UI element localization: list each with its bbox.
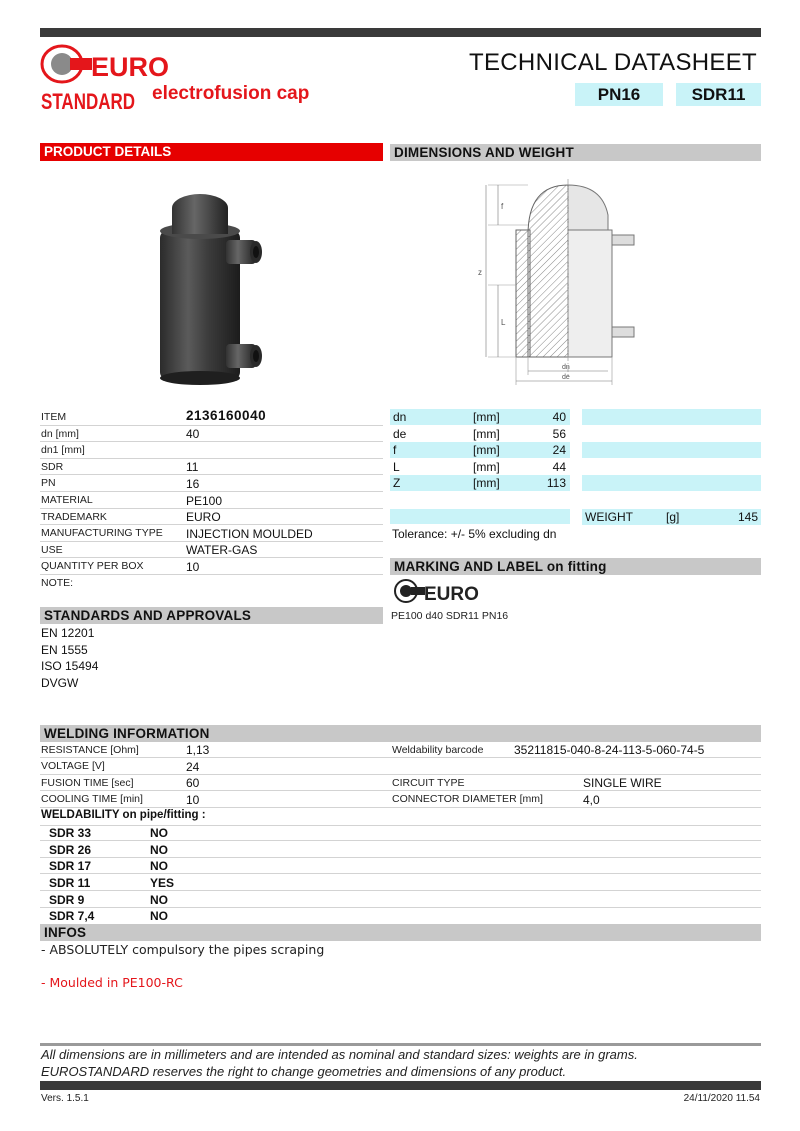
row-key: PN	[41, 477, 56, 490]
sdr-value: YES	[150, 875, 175, 890]
standard-item: EN 1555	[41, 643, 88, 657]
dim-unit: [mm]	[473, 410, 500, 424]
pn-tag: PN16	[575, 83, 663, 106]
row-value: WATER-GAS	[186, 543, 258, 558]
dim-row-f	[390, 442, 570, 459]
sdr-value: NO	[150, 859, 168, 874]
weight-row	[582, 509, 761, 526]
sdr-label: SDR 26	[49, 842, 92, 857]
dim-name: Z	[393, 476, 401, 491]
dim-row-de	[390, 426, 570, 443]
standards-header: STANDARDS AND APPROVALS	[40, 607, 383, 624]
sdr-row	[40, 858, 761, 875]
product-row-material	[40, 492, 383, 509]
item-code: 2136160040	[186, 408, 267, 423]
extra-dim-row	[582, 492, 761, 509]
product-row-pn	[40, 475, 383, 492]
footer-divider	[40, 1043, 761, 1046]
standard-item: ISO 15494	[41, 659, 99, 673]
extra-dim-row	[582, 475, 761, 492]
product-row-sdr	[40, 459, 383, 476]
sdr-row	[40, 891, 761, 908]
welding-row-voltage	[40, 758, 761, 775]
infos-header: INFOS	[40, 924, 761, 941]
row-key: COOLING TIME [min]	[41, 793, 143, 806]
info-line-scraping: - ABSOLUTELY compulsory the pipes scraping	[41, 942, 325, 957]
footer-note-dimensions: All dimensions are in millimeters and are intended as nominal and standard sizes: weights are in grams.	[41, 1047, 638, 1062]
welding-row-fusion	[40, 775, 761, 792]
weldability-title: WELDABILITY on pipe/fitting :	[41, 809, 206, 821]
product-row-dn	[40, 426, 383, 443]
sdr-label: SDR 11	[49, 875, 91, 890]
product-subtitle: electrofusion cap	[152, 83, 310, 104]
row-key: RESISTANCE [Ohm]	[41, 743, 139, 756]
row-key: FUSION TIME [sec]	[41, 776, 134, 789]
sdr-value: NO	[150, 842, 168, 857]
svg-text:EURO: EURO	[91, 52, 170, 82]
welding-row-cooling	[40, 791, 761, 808]
row-key: dn1 [mm]	[41, 444, 85, 457]
sdr-tag: SDR11	[676, 83, 761, 106]
dim-row-dn	[390, 409, 570, 426]
row-value: 24	[186, 759, 200, 774]
weight-value: 145	[737, 509, 758, 524]
product-image	[150, 188, 280, 388]
marking-header: MARKING AND LABEL on fitting	[390, 558, 761, 575]
row-value-2: SINGLE WIRE	[583, 776, 662, 791]
product-row-manufacturing	[40, 525, 383, 542]
footer-note-rights: EUROSTANDARD reserves the right to change geometries and dimensions of any product.	[41, 1064, 567, 1079]
row-value-2: 35211815-040-8-24-113-5-060-74-5	[514, 743, 705, 758]
version-label: Vers. 1.5.1	[41, 1093, 89, 1104]
row-key: VOLTAGE [V]	[41, 760, 105, 773]
product-row-item	[40, 409, 383, 426]
row-key: dn [mm]	[41, 427, 79, 440]
sdr-row	[40, 908, 761, 925]
svg-text:dn: dn	[562, 364, 570, 371]
extra-dim-row	[582, 426, 761, 443]
dimensions-weight-header: DIMENSIONS AND WEIGHT	[390, 144, 761, 161]
row-key-2: Weldability barcode	[392, 743, 484, 756]
sdr-value: NO	[150, 909, 168, 924]
standard-item: DVGW	[41, 676, 79, 690]
svg-text:EURO: EURO	[424, 584, 479, 605]
dim-name: dn	[393, 410, 407, 424]
row-key: ITEM	[41, 411, 67, 423]
date-label: 24/11/2020 11.54	[683, 1093, 760, 1104]
row-value: 10	[186, 792, 200, 807]
row-value-2: 4,0	[583, 792, 600, 807]
technical-drawing	[470, 175, 650, 387]
row-value: EURO	[186, 510, 221, 525]
welding-header: WELDING INFORMATION	[40, 725, 761, 742]
product-row-note	[40, 575, 383, 592]
marking-logo	[394, 578, 479, 605]
weight-label: WEIGHT	[585, 509, 633, 524]
row-key: USE	[41, 543, 63, 556]
sdr-value: NO	[150, 826, 168, 841]
product-row-trademark	[40, 509, 383, 526]
info-line-material: - Moulded in PE100-RC	[41, 975, 183, 990]
dim-row-l	[390, 459, 570, 476]
row-key: NOTE:	[41, 577, 74, 589]
row-key: TRADEMARK	[41, 510, 107, 523]
product-row-dn1	[40, 442, 383, 459]
row-value: 11	[186, 460, 199, 475]
weight-unit: [g]	[666, 509, 680, 524]
row-key: MANUFACTURING TYPE	[41, 527, 163, 540]
sdr-label: SDR 33	[49, 826, 92, 841]
dim-value: 56	[552, 426, 566, 441]
extra-dim-row	[582, 459, 761, 476]
svg-text:L: L	[501, 318, 506, 327]
sdr-label: SDR 7,4	[49, 909, 95, 924]
sdr-row	[40, 874, 761, 891]
row-key: MATERIAL	[41, 494, 93, 506]
row-value: 10	[186, 559, 200, 574]
extra-dim-row	[582, 409, 761, 426]
row-value: 60	[186, 776, 200, 791]
dim-row-empty	[390, 509, 570, 526]
marking-text: PE100 d40 SDR11 PN16	[391, 610, 509, 622]
product-details-header: PRODUCT DETAILS	[40, 143, 383, 161]
svg-text:de: de	[562, 374, 570, 381]
svg-text:z: z	[478, 268, 482, 277]
row-value: 1,13	[186, 743, 210, 758]
dim-unit: [mm]	[473, 426, 500, 441]
sdr-label: SDR 9	[49, 892, 85, 907]
welding-row-resistance	[40, 742, 761, 759]
bottom-bar	[40, 1081, 761, 1090]
tolerance-note: Tolerance: +/- 5% excluding dn	[392, 527, 557, 541]
standard-item: EN 12201	[41, 626, 95, 640]
dim-row-z	[390, 475, 570, 492]
row-value: 40	[186, 427, 200, 442]
svg-text:f: f	[501, 202, 504, 211]
sdr-label: SDR 17	[49, 859, 92, 874]
row-value: 16	[186, 476, 200, 491]
dim-unit: [mm]	[473, 459, 500, 474]
sdr-value: NO	[150, 892, 168, 907]
product-row-use	[40, 542, 383, 559]
row-value: INJECTION MOULDED	[186, 526, 313, 541]
row-key: SDR	[41, 460, 64, 473]
svg-text:STANDARD: STANDARD	[41, 89, 135, 114]
sdr-row	[40, 825, 761, 842]
row-key-2: CONNECTOR DIAMETER [mm]	[392, 793, 543, 806]
eurostandard-logo	[40, 44, 170, 114]
row-key-2: CIRCUIT TYPE	[392, 776, 465, 789]
dim-value: 44	[552, 459, 566, 474]
top-bar	[40, 28, 761, 37]
dim-value: 40	[552, 410, 566, 424]
dim-unit: [mm]	[473, 476, 500, 491]
row-key: QUANTITY PER BOX	[41, 560, 144, 573]
extra-dim-row	[582, 442, 761, 459]
dim-value: 113	[546, 476, 566, 491]
dim-name: f	[393, 443, 397, 458]
dim-name: de	[393, 426, 407, 441]
row-value: PE100	[186, 493, 223, 508]
dim-unit: [mm]	[473, 443, 500, 458]
dim-value: 24	[552, 443, 566, 458]
document-title: TECHNICAL DATASHEET	[469, 49, 757, 76]
product-row-quantity	[40, 558, 383, 575]
sdr-row	[40, 841, 761, 858]
dim-name: L	[393, 459, 400, 474]
